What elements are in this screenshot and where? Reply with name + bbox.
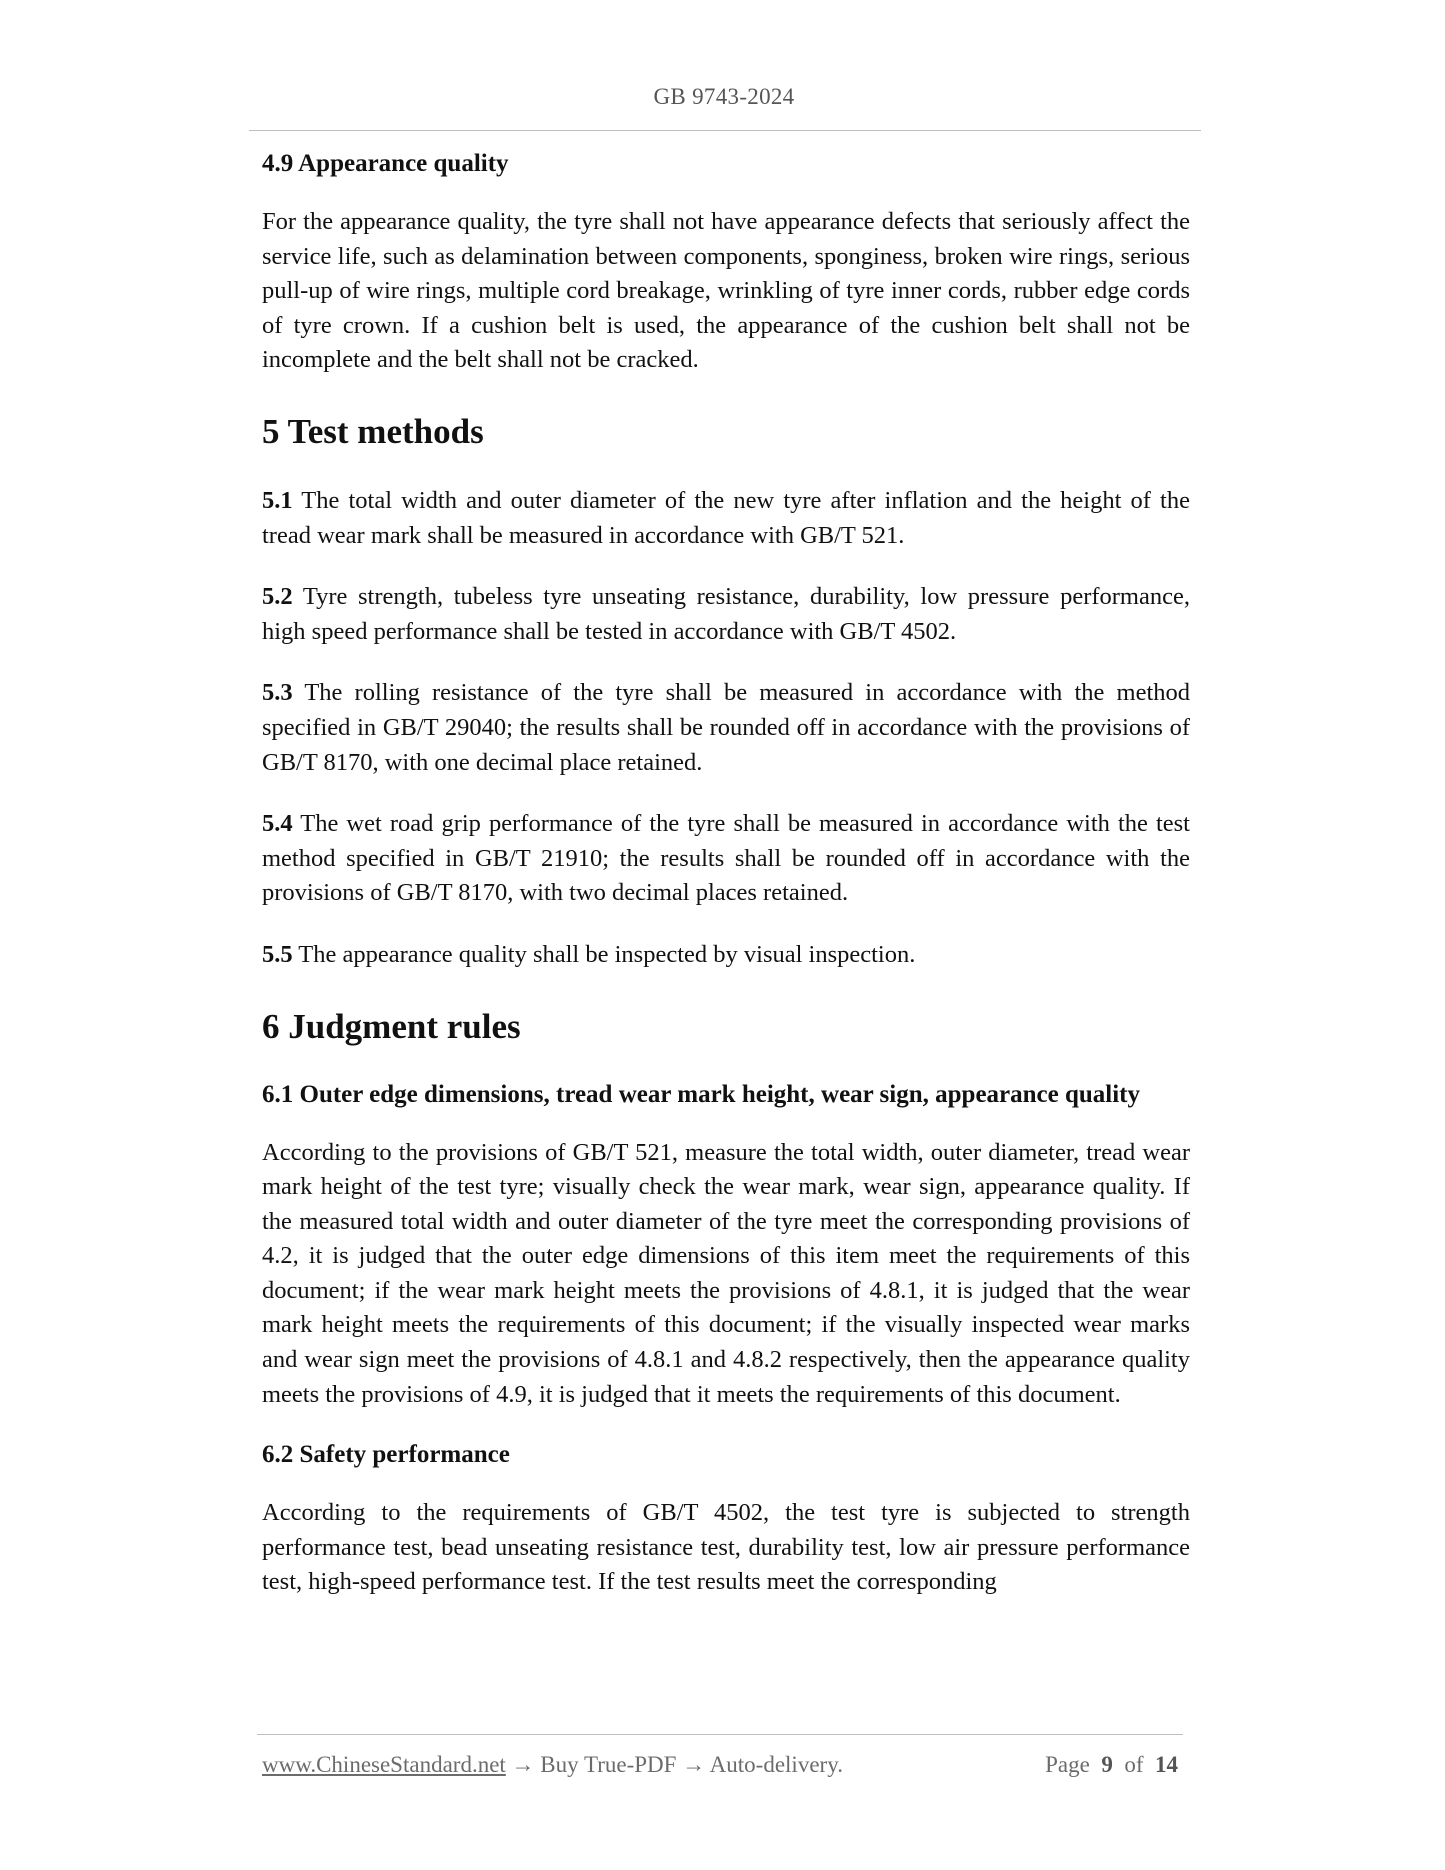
clause-text: The total width and outer diameter of the new tyre after inflation and the height of the tread wear mark shall be measured in accordance with GB/T 521.: [262, 486, 1190, 549]
clause-number: 5.5: [262, 940, 293, 968]
arrow-right-icon: →: [676, 1752, 710, 1777]
page-label: Page: [1045, 1752, 1090, 1777]
section-6-2-heading: 6.2 Safety performance: [262, 1441, 510, 1469]
section-6-1-heading: 6.1 Outer edge dimensions, tread wear mark height, wear sign, appearance quality: [262, 1080, 1141, 1108]
section-5-2-paragraph: [262, 580, 1190, 649]
of-label: of: [1124, 1752, 1144, 1777]
auto-delivery-text: Auto-delivery.: [709, 1752, 843, 1777]
section-6-1-paragraph: According to the provisions of GB/T 521, measure the total width, outer diameter, tread wear mark height of the test tyre; visually check the wear mark, wear sign, appearance quality. If the measured total width and outer diameter of the tyre meet the corresponding provisions of 4.2, it is judged that the outer edge dimensions of this item meet the requirements of this document; if the wear mark height meets the provisions of 4.8.1, it is judged that the wear mark height meets the requirements of this document; if the visually inspected wear marks and wear sign meet the provisions of 4.8.1 and 4.8.2 respectively, then the appearance quality meets the provisions of 4.9, it is judged that it meets the requirements of this document.: [262, 1138, 1190, 1408]
clause-text: The appearance quality shall be inspected by visual inspection.: [292, 940, 916, 968]
section-5-1-paragraph: [262, 484, 1190, 553]
section-6-heading: 6 Judgment rules: [262, 1006, 521, 1046]
section-4-9-heading: 4.9 Appearance quality: [262, 150, 509, 177]
current-page: 9: [1101, 1752, 1113, 1777]
clause-number: 5.4: [262, 810, 293, 838]
clause-text: Tyre strength, tubeless tyre unseating resistance, durability, low pressure performance, high speed performance shall be tested in accordance with GB/T 4502.: [262, 583, 1190, 645]
arrow-right-icon: →: [505, 1752, 541, 1777]
buy-pdf-text: Buy True-PDF: [540, 1752, 677, 1777]
section-5-4-paragraph: [262, 807, 1190, 911]
header-divider: [249, 130, 1201, 131]
footer-promo: [262, 1752, 843, 1778]
page-header: GB 9743-2024: [653, 84, 795, 109]
clause-number: 5.1: [262, 486, 293, 514]
section-5-3-paragraph: [262, 676, 1190, 780]
total-pages: 14: [1155, 1752, 1178, 1777]
section-5-heading: 5 Test methods: [262, 411, 484, 451]
clause-number: 5.2: [262, 583, 293, 611]
section-5-5-paragraph: [262, 938, 1190, 973]
clause-text: The rolling resistance of the tyre shall be measured in accordance with the method specified in GB/T 29040; the results shall be rounded off in accordance with the provisions of GB/T 8170, with one decimal place retained.: [262, 679, 1190, 776]
footer-divider: [257, 1734, 1183, 1735]
section-4-9-paragraph: For the appearance quality, the tyre shall not have appearance defects that seriously affect the service life, such as delamination between components, sponginess, broken wire rings, serious pull-up of wire rings, multiple cord breakage, wrinkling of tyre inner cords, rubber edge cords of tyre crown. If a cushion belt is used, the appearance of the cushion belt shall not be incomplete and the belt shall not be cracked.: [262, 208, 1190, 374]
clause-number: 5.3: [262, 679, 293, 707]
page-content: [262, 150, 1190, 1600]
section-6-2-paragraph: According to the requirements of GB/T 4502, the test tyre is subjected to strength performance test, bead unseating resistance test, durability test, low air pressure performance test, high-speed performance test. If the test results meet the corresponding: [262, 1499, 1190, 1596]
clause-text: The wet road grip performance of the tyre shall be measured in accordance with the test method specified in GB/T 21910; the results shall be rounded off in accordance with the provisions of GB/T 8170, with two decimal places retained.: [262, 810, 1190, 907]
page-number: [1045, 1752, 1178, 1778]
website-link[interactable]: www.ChineseStandard.net: [262, 1752, 506, 1777]
